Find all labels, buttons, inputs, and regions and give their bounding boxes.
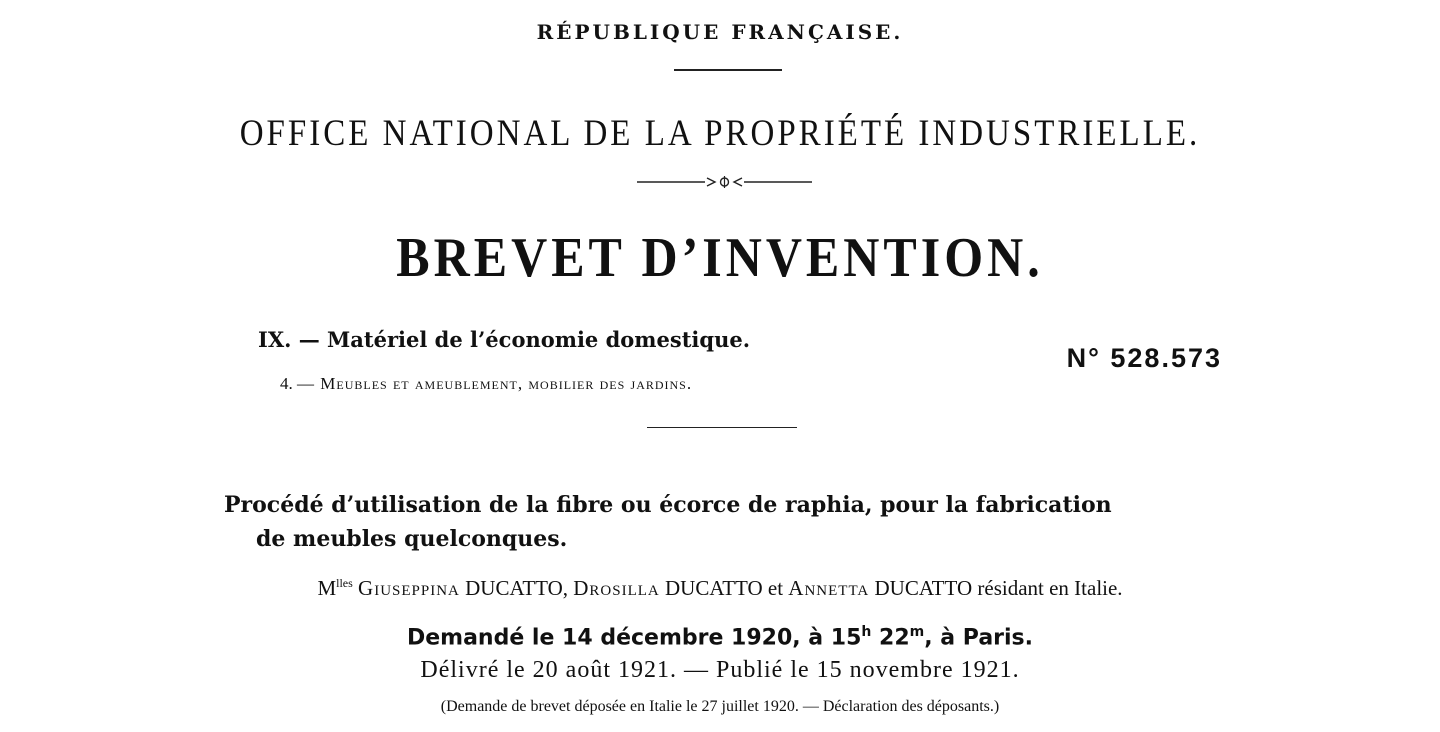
applicant-1-last: DUCATTO <box>465 576 563 600</box>
group-number: IX. <box>258 327 292 352</box>
divider-2 <box>647 427 797 428</box>
applicants-conjunction: et <box>767 576 784 600</box>
divider-1 <box>674 69 782 71</box>
classification-subgroup <box>280 374 692 394</box>
applicants-prefix-sup: lles <box>336 576 353 590</box>
patent-number: N° 528.573 <box>1066 343 1222 373</box>
applicants-residence: résidant en Italie. <box>977 576 1123 600</box>
filing-date-suffix: , à Paris. <box>924 625 1034 651</box>
priority-note: (Demande de brevet déposée en Italie le 27 juillet 1920. — Déclaration des déposants.) <box>440 698 1000 715</box>
applicant-3-first: Annetta <box>788 576 870 600</box>
office-heading: OFFICE NATIONAL DE LA PROPRIÉTÉ INDUSTRIELLE. <box>239 113 1201 155</box>
applicants-prefix: M <box>317 576 337 600</box>
classification-group <box>258 327 750 352</box>
applicant-3-last: DUCATTO <box>874 576 973 600</box>
applicant-1-first: Giuseppina <box>358 576 460 600</box>
filing-hour-sup: h <box>861 624 872 640</box>
document-title: BREVET D’INVENTION. <box>396 225 1044 289</box>
applicants-line: $M^{lles}$ Giuseppina DUCATTO, Drosilla DUCATTO et Annetta DUCATTO résidant en Italie. <box>317 576 1123 600</box>
invention-title <box>224 488 1224 556</box>
subgroup-number: 4. <box>280 374 293 393</box>
subgroup-label: — Meubles et ameublement, mobilier des jardins. <box>297 374 693 393</box>
applicant-2-first: Drosilla <box>573 576 660 600</box>
title-line-2: de meubles quelconques. <box>256 526 568 552</box>
group-label: — Matériel de l’économie domestique. <box>298 327 751 352</box>
filing-minute-sup: m <box>909 624 925 640</box>
issue-publication-dates: Délivré le 20 août 1921. — Publié le 15 novembre 1921. <box>420 657 1020 683</box>
title-line-1: Procédé d’utilisation de la fibre ou écorce de raphia, pour la fabrication <box>224 492 1112 518</box>
filing-minute: 22 <box>871 625 910 651</box>
republique-heading: RÉPUBLIQUE FRANÇAISE. <box>536 20 904 44</box>
ornament-divider <box>637 175 812 189</box>
filing-date <box>0 624 1440 650</box>
filing-date-prefix: Demandé le 14 décembre 1920, à 15 <box>406 625 862 651</box>
applicant-2-last: DUCATTO <box>665 576 763 600</box>
